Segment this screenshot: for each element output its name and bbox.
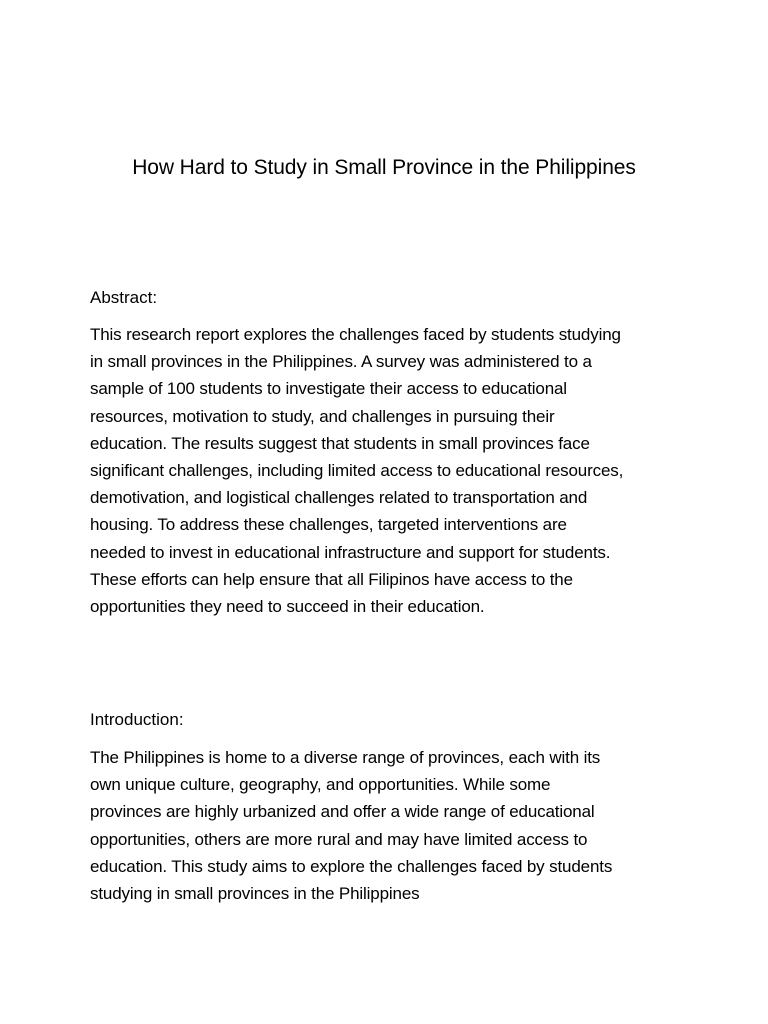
paragraph-line: provinces are highly urbanized and offer a wide range of educational (90, 802, 595, 822)
paragraph-line: sample of 100 students to investigate their access to educational (90, 379, 567, 399)
introduction-paragraph (90, 744, 700, 907)
paragraph-line: These efforts can help ensure that all Filipinos have access to the (90, 569, 573, 589)
paragraph-line: education. The results suggest that students in small provinces face (90, 433, 590, 453)
paragraph-line: studying in small provinces in the Philippines (90, 884, 420, 904)
abstract-paragraph (90, 321, 700, 620)
paragraph-line: own unique culture, geography, and opportunities. While some (90, 775, 551, 795)
paragraph-line: This research report explores the challenges faced by students studying (90, 325, 621, 344)
abstract-heading: Abstract: (90, 288, 158, 307)
paragraph-line: opportunities they need to succeed in their education. (90, 597, 485, 617)
paragraph-line: in small provinces in the Philippines. A survey was administered to a (90, 352, 592, 372)
document-title: How Hard to Study in Small Province in the Philippines (132, 156, 636, 179)
paragraph-line: resources, motivation to study, and challenges in pursuing their (90, 406, 555, 426)
paragraph-line: opportunities, others are more rural and may have limited access to (90, 829, 588, 849)
paragraph-line: housing. To address these challenges, targeted interventions are (90, 515, 567, 535)
paragraph-line: demotivation, and logistical challenges related to transportation and (90, 488, 588, 508)
paragraph-line: significant challenges, including limited access to educational resources, (90, 461, 624, 481)
paragraph-line: education. This study aims to explore the challenges faced by students (90, 856, 613, 876)
paragraph-line: The Philippines is home to a diverse range of provinces, each with its (90, 748, 601, 767)
introduction-heading: Introduction: (90, 710, 184, 729)
paragraph-line: needed to invest in educational infrastructure and support for students. (90, 542, 611, 562)
